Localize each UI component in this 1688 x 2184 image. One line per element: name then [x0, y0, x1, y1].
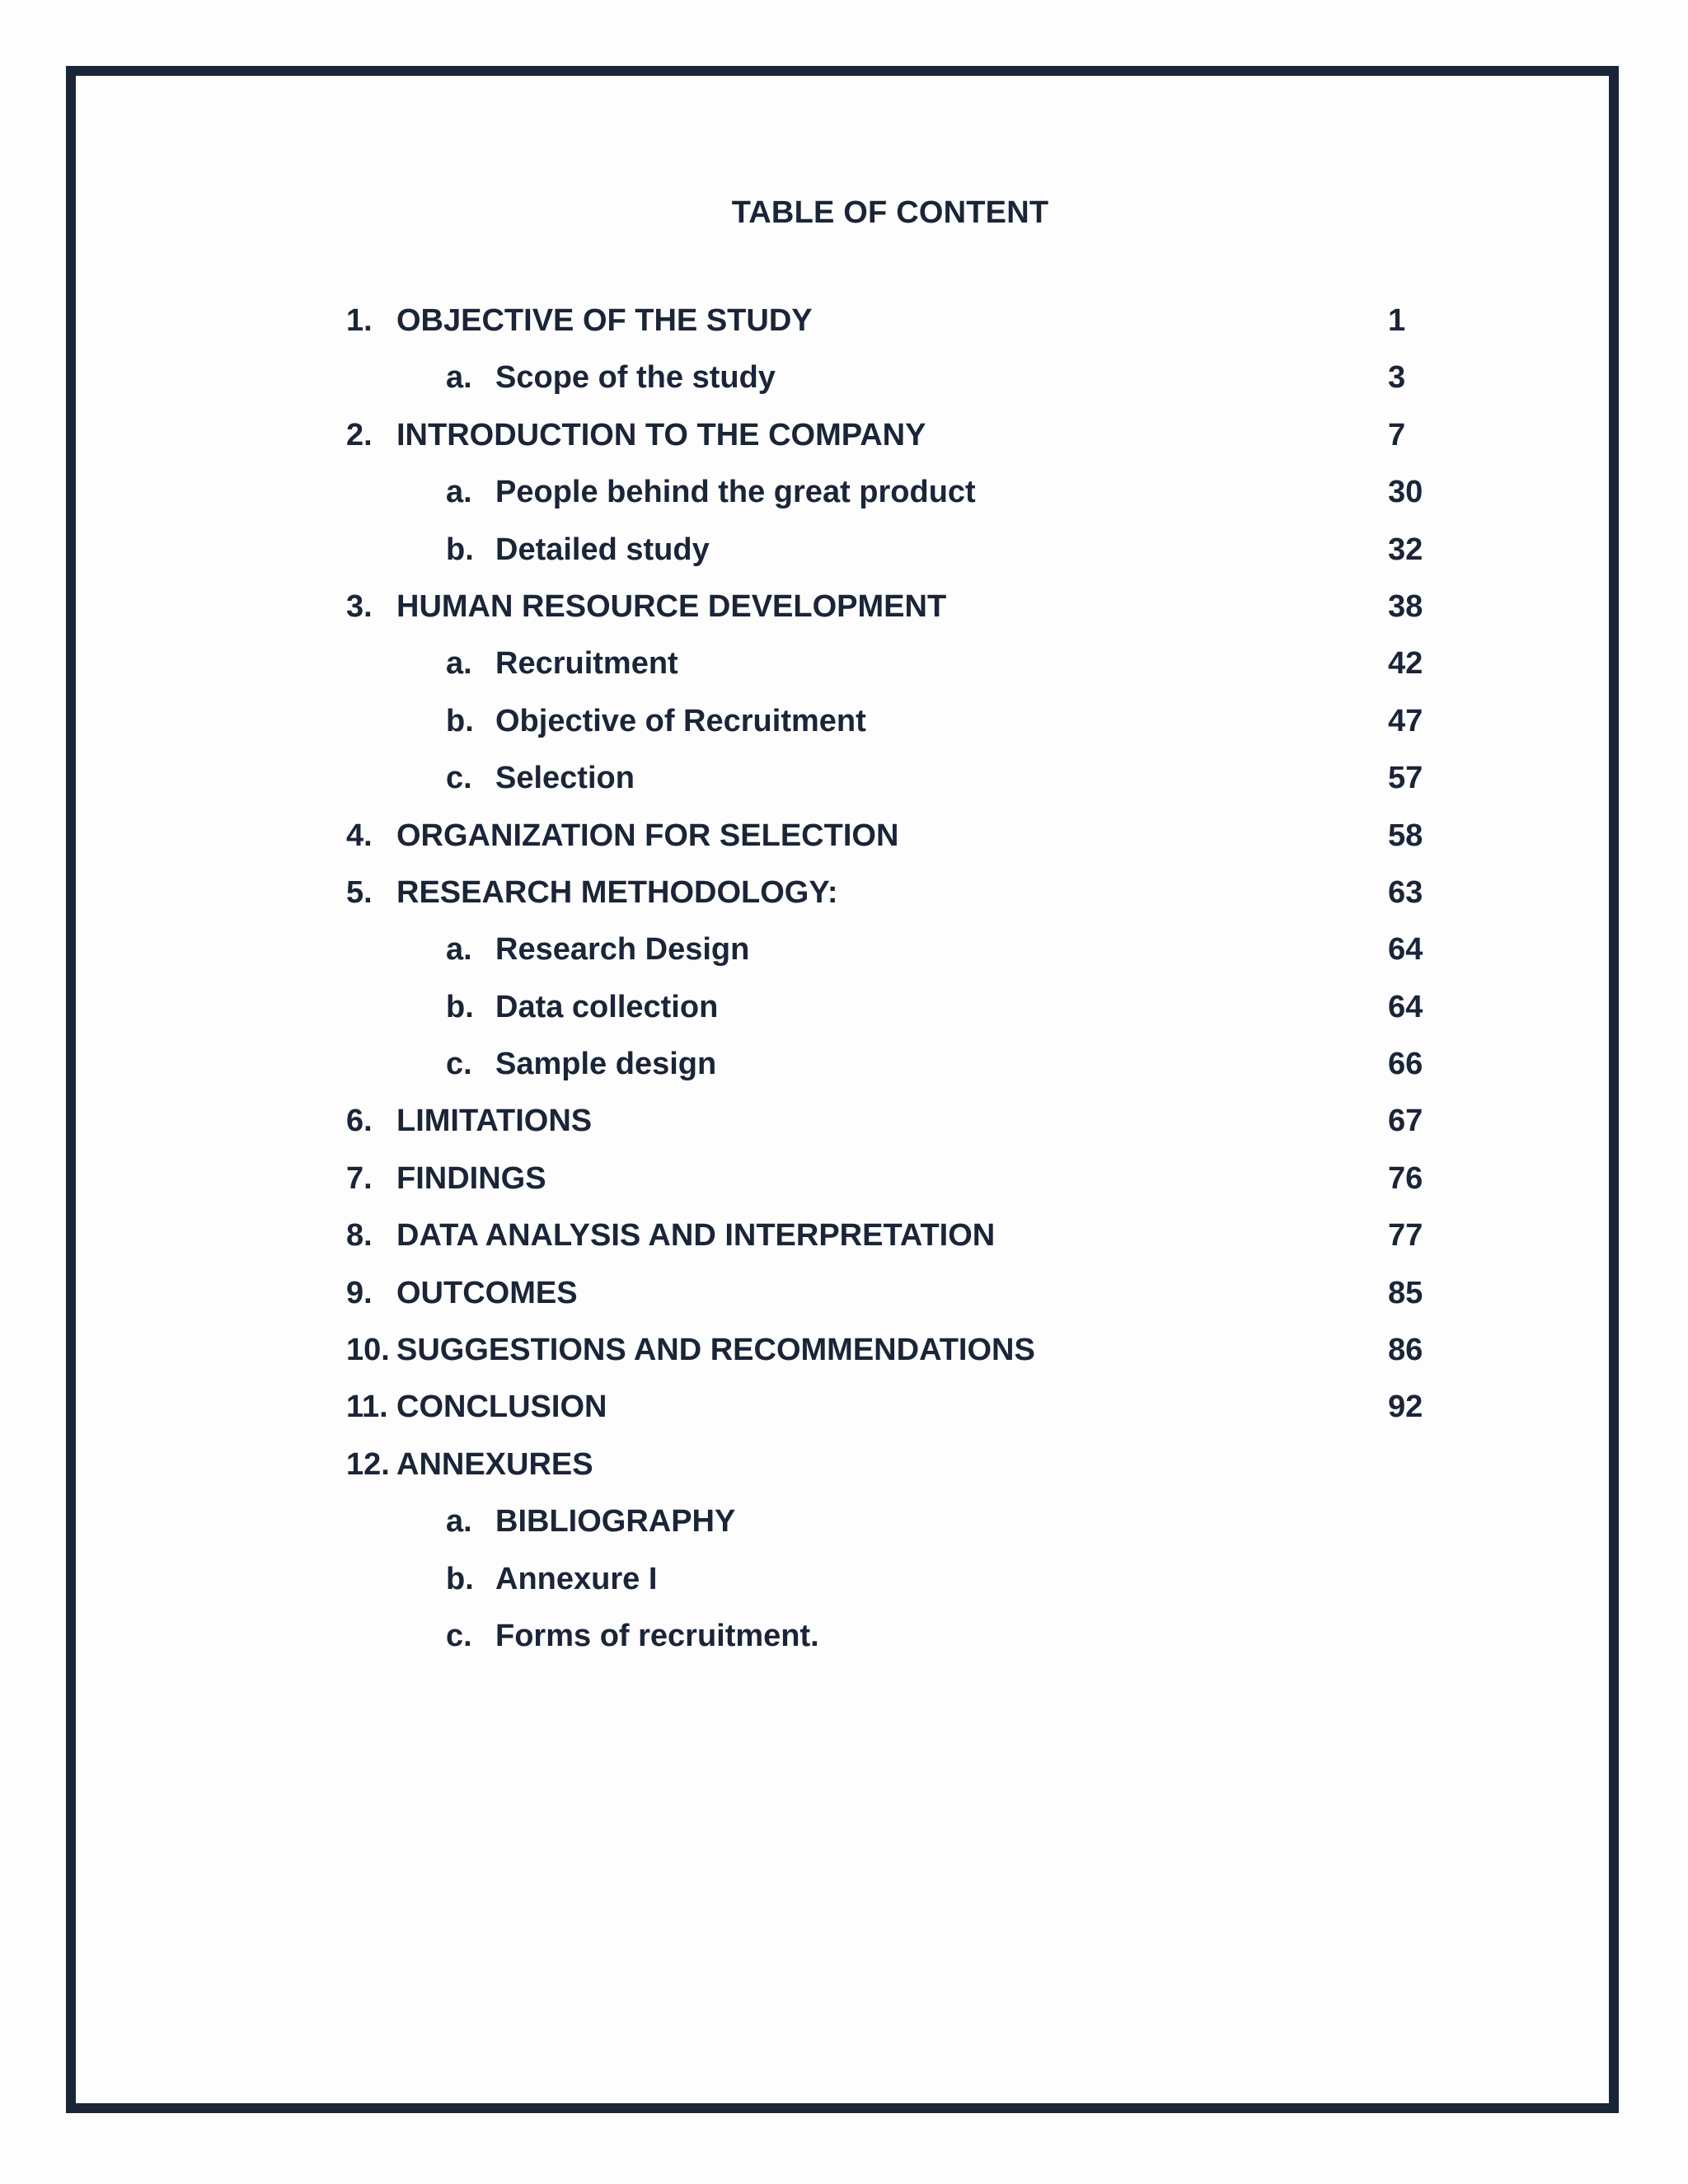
- toc-subentry: [0, 476, 1688, 533]
- toc-entry-page: 63: [1388, 874, 1423, 910]
- toc-subentry-label: Forms of recruitment.: [495, 1618, 819, 1653]
- toc-entry-page: 38: [1388, 588, 1423, 624]
- toc-entry-number: 12.: [346, 1446, 390, 1482]
- toc-subentry-label: Scope of the study: [495, 360, 776, 396]
- toc-subentry-page: 42: [1388, 646, 1423, 682]
- toc-subentry-page: 3: [1388, 360, 1406, 396]
- toc-subentry-page: 64: [1388, 989, 1423, 1024]
- toc-entry-number: 5.: [346, 874, 373, 910]
- toc-entry: [0, 588, 1688, 648]
- toc-entry: [0, 419, 1688, 476]
- toc-subentry-page: 66: [1388, 1047, 1423, 1082]
- toc-entry-label: CONCLUSION: [396, 1390, 607, 1425]
- toc-subentry: [0, 705, 1688, 762]
- toc-entry-page: 67: [1388, 1104, 1423, 1139]
- toc-subentry-letter: b.: [446, 532, 474, 567]
- toc-entry-page: 77: [1388, 1218, 1423, 1254]
- toc-subentry-letter: a.: [446, 475, 472, 510]
- toc-subentry-page: 57: [1388, 761, 1423, 796]
- toc-subentry-label: People behind the great product: [495, 475, 976, 510]
- toc-subentry: [0, 534, 1688, 591]
- toc-entry-label: OUTCOMES: [396, 1275, 578, 1310]
- toc-entry-number: 6.: [346, 1104, 373, 1139]
- toc-entry-number: 7.: [346, 1160, 373, 1196]
- toc-subentry-letter: c.: [446, 1618, 472, 1653]
- toc-subentry-label: Data collection: [495, 989, 719, 1024]
- toc-entry-number: 1.: [346, 303, 373, 338]
- toc-entry-number: 11.: [346, 1390, 388, 1425]
- toc-subentry-label: Selection: [495, 761, 635, 796]
- toc-entry-page: 86: [1388, 1333, 1423, 1368]
- toc-entry: [0, 1220, 1688, 1277]
- toc-entry-label: INTRODUCTION TO THE COMPANY: [396, 417, 926, 452]
- toc-entry-label: FINDINGS: [396, 1160, 546, 1196]
- toc-entry-page: 85: [1388, 1275, 1423, 1310]
- toc-subentry-letter: a.: [446, 932, 472, 968]
- toc-subentry-letter: a.: [446, 360, 472, 396]
- page-title: TABLE OF CONTENT: [731, 195, 1049, 230]
- toc-entry-page: 1: [1388, 303, 1406, 338]
- toc-entry-page: 7: [1388, 417, 1406, 452]
- toc-list: [0, 305, 1688, 1677]
- toc-subentry: [0, 1620, 1688, 1677]
- toc-subentry-page: 64: [1388, 932, 1423, 968]
- toc-subentry-letter: b.: [446, 989, 474, 1024]
- toc-entry-label: DATA ANALYSIS AND INTERPRETATION: [396, 1218, 996, 1254]
- toc-entry-number: 4.: [346, 818, 373, 853]
- toc-entry-number: 3.: [346, 588, 373, 624]
- toc-entry-number: 10.: [346, 1333, 390, 1368]
- toc-subentry: [0, 934, 1688, 991]
- toc-entry-label: OBJECTIVE OF THE STUDY: [396, 303, 813, 338]
- toc-subentry-letter: c.: [446, 761, 472, 796]
- toc-entry-label: ANNEXURES: [396, 1446, 593, 1482]
- toc-subentry-letter: b.: [446, 703, 474, 738]
- toc-subentry: [0, 991, 1688, 1048]
- toc-entry-page: 58: [1388, 818, 1423, 853]
- toc-entry-label: ORGANIZATION FOR SELECTION: [396, 818, 899, 853]
- toc-subentry-letter: c.: [446, 1047, 472, 1082]
- toc-subentry: [0, 762, 1688, 819]
- toc-subentry-page: 30: [1388, 475, 1423, 510]
- toc-subentry-letter: b.: [446, 1561, 474, 1596]
- toc-subentry: [0, 1563, 1688, 1620]
- toc-subentry-page: 47: [1388, 703, 1423, 738]
- toc-entry: [0, 1160, 1688, 1220]
- toc-subentry-label: Annexure I: [495, 1561, 658, 1596]
- toc-subentry-page: 32: [1388, 532, 1423, 567]
- toc-subentry-label: Recruitment: [495, 646, 678, 682]
- toc-entry-page: 92: [1388, 1390, 1423, 1425]
- toc-subentry-label: BIBLIOGRAPHY: [495, 1504, 736, 1540]
- toc-entry-number: 8.: [346, 1218, 373, 1254]
- toc-entry-page: 76: [1388, 1160, 1423, 1196]
- toc-entry: [0, 820, 1688, 877]
- toc-subentry-label: Sample design: [495, 1047, 717, 1082]
- toc-entry: [0, 1334, 1688, 1391]
- toc-entry: [0, 1391, 1688, 1448]
- toc-subentry-letter: a.: [446, 646, 472, 682]
- toc-entry: [0, 305, 1688, 362]
- toc-subentry-label: Objective of Recruitment: [495, 703, 866, 738]
- toc-entry-label: LIMITATIONS: [396, 1104, 593, 1139]
- toc-entry-label: SUGGESTIONS AND RECOMMENDATIONS: [396, 1333, 1035, 1368]
- toc-entry: [0, 1105, 1688, 1162]
- toc-subentry: [0, 648, 1688, 705]
- toc-subentry: [0, 1506, 1688, 1563]
- toc-entry-number: 2.: [346, 417, 373, 452]
- toc-subentry: [0, 1048, 1688, 1105]
- toc-entry-number: 9.: [346, 1275, 373, 1310]
- toc-subentry-label: Research Design: [495, 932, 750, 968]
- toc-subentry-letter: a.: [446, 1504, 472, 1540]
- toc-entry: [0, 1277, 1688, 1334]
- toc-entry: [0, 1446, 1688, 1506]
- toc-entry-label: RESEARCH METHODOLOGY:: [396, 874, 838, 910]
- toc-subentry: [0, 362, 1688, 419]
- toc-entry-label: HUMAN RESOURCE DEVELOPMENT: [396, 588, 947, 624]
- toc-entry: [0, 874, 1688, 934]
- toc-subentry-label: Detailed study: [495, 532, 710, 567]
